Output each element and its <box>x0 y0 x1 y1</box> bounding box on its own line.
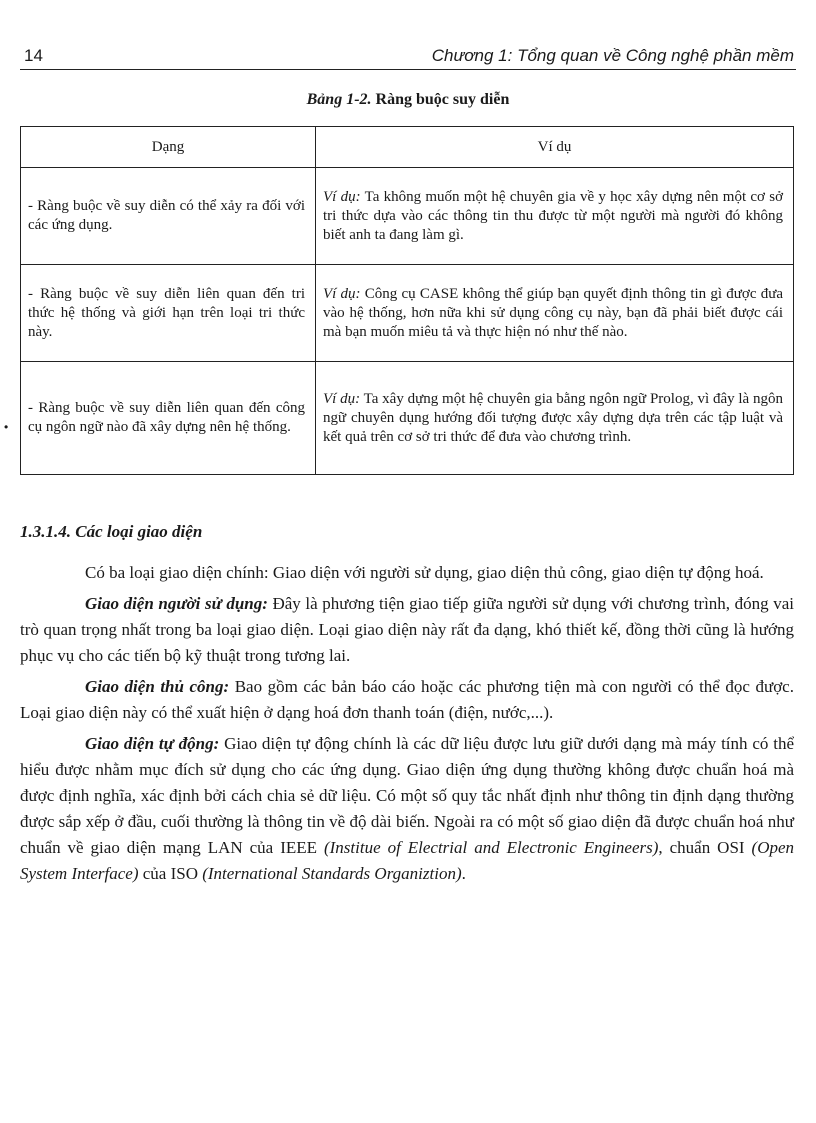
type-cell: - Ràng buộc về suy diễn liên quan đến công cụ ngôn ngữ nào đã xây dựng nên hệ thống. <box>21 362 316 475</box>
table-caption-text: Ràng buộc suy diễn <box>375 91 510 108</box>
table-caption <box>0 91 816 109</box>
user-interface-paragraph <box>20 591 794 669</box>
automatic-interface-paragraph <box>20 731 794 887</box>
paragraph-text: , chuẩn OSI <box>658 838 752 857</box>
column-header-type: Dạng <box>21 127 316 168</box>
manual-interface-paragraph <box>20 674 794 726</box>
header-divider <box>20 69 796 70</box>
example-text: Công cụ CASE không thể giúp bạn quyết định thông tin gì được đưa vào hệ thống, hơn nữa khi sử dụng công cụ này, bạn đã phải biết được cái mà bạn muốn miêu tả và thực hiện nó như thế nào. <box>323 285 784 340</box>
chapter-title: Chương 1: Tổng quan về Công nghệ phần mềm <box>431 46 794 65</box>
table-caption-label: Bảng 1-2. <box>306 91 372 108</box>
example-label: Ví dụ: <box>323 188 361 205</box>
term-user-interface: Giao diện người sử dụng: <box>85 594 268 613</box>
column-header-example: Ví dụ <box>316 127 794 168</box>
type-cell: - Ràng buộc về suy diễn liên quan đến tri thức hệ thống và giới hạn trên loại tri thức này. <box>21 265 316 362</box>
running-header <box>20 38 796 64</box>
paragraph-text: Giao diện tự động chính là các dữ liệu được lưu giữ dưới dạng mà máy tính có thể hiểu được nhằm mục đích sử dụng cho các ứng dụng. Giao diện ứng dụng thường không được chuẩn hoá mà được định nghĩa, xác định bởi cách chia sẻ dữ liệu. Có một số quy tắc nhất định như thông tin định dạng thường được sắp xếp ở đầu, cuối thường là thông tin về độ dài biến. Ngoài ra có một số giao diện đã được chuẩn hoá như chuẩn về giao diện mạng LAN của IEEE <box>20 734 794 857</box>
table-row <box>21 168 794 265</box>
paragraph-text: Bao gồm các bản báo cáo hoặc các phương tiện mà con người có thể đọc được. Loại giao diện này có thể xuất hiện ở dạng hoá đơn thanh toán (điện, nước,...). <box>20 677 794 722</box>
term-automatic-interface: Giao diện tự động: <box>85 734 220 753</box>
table-row <box>21 265 794 362</box>
paragraph-text: của ISO <box>138 864 203 883</box>
paragraph-text: Đây là phương tiện giao tiếp giữa người sử dụng với chương trình, đóng vai trò quan trọng nhất trong ba loại giao diện. Loại giao diện này rất đa dạng, khó thiết kế, đồng thời cũng là hướng phục vụ cho các tiến bộ kỹ thuật trong tương lai. <box>20 594 794 665</box>
example-cell <box>316 265 794 362</box>
example-label: Ví dụ: <box>323 285 361 302</box>
page-number: 14 <box>24 46 43 65</box>
section-heading: 1.3.1.4. Các loại giao diện <box>20 522 203 541</box>
iso-expansion: (International Standards Organiztion) <box>202 864 462 883</box>
type-cell: - Ràng buộc về suy diễn có thể xảy ra đối với các ứng dụng. <box>21 168 316 265</box>
ieee-expansion: (Institue of Electrial and Electronic Engineers) <box>323 838 659 857</box>
term-manual-interface: Giao diện thủ công: <box>85 677 230 696</box>
table-header-row <box>21 127 794 168</box>
section-body <box>20 560 794 892</box>
example-label: Ví dụ: <box>323 390 361 407</box>
intro-paragraph: Có ba loại giao diện chính: Giao diện với người sử dụng, giao diện thủ công, giao diện tự động hoá. <box>85 563 764 582</box>
example-cell <box>316 168 794 265</box>
example-text: Ta không muốn một hệ chuyên gia về y học xây dựng nên một cơ sở tri thức dựa vào các thông tin thu được từ một người mà người đó không biết anh ta đang làm gì. <box>323 188 784 243</box>
margin-mark: • <box>4 420 9 434</box>
example-cell <box>316 362 794 475</box>
constraints-table <box>20 126 794 475</box>
table-row <box>21 362 794 475</box>
osi-expansion: (Open System Interface) <box>20 838 795 883</box>
example-text: Ta xây dựng một hệ chuyên gia bằng ngôn ngữ Prolog, vì đây là ngôn ngữ chuyên dụng hướng đối tượng được xây dựng dựa trên các tập luật và kết quả trên cơ sở tri thức để đưa vào chương trình. <box>323 390 783 445</box>
paragraph-end: . <box>461 864 466 883</box>
